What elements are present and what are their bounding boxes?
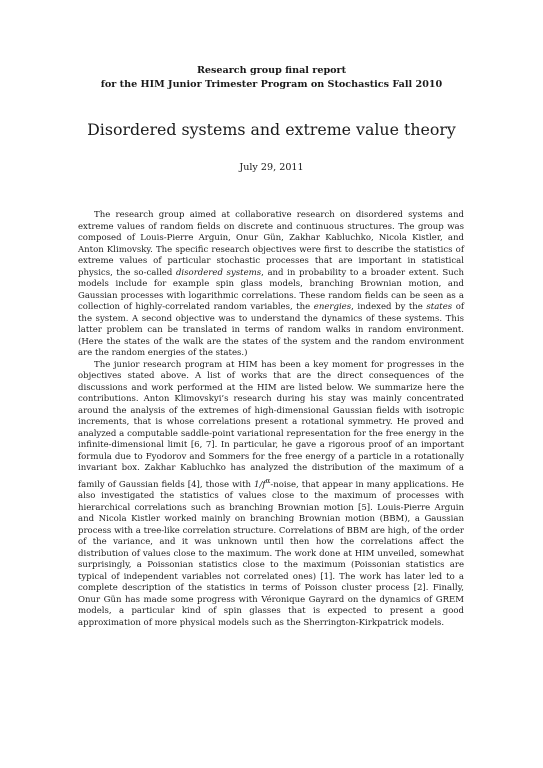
paragraph-1-text-c: , indexed by the bbox=[351, 302, 427, 313]
paragraph-2 bbox=[78, 360, 464, 630]
document-title: Disordered systems and extreme value theory bbox=[87, 120, 456, 139]
emphasis-disordered-systems: disordered systems bbox=[175, 267, 262, 278]
paragraph-1-text-b: , and in probability to a broader extent. Such models include for example spin glass models, branching Brownian motion, and Gaussian processes with logarithmic correlations. These random fields can be seen as a collection of highly-correlated random variables, the bbox=[78, 267, 465, 313]
paragraph-1 bbox=[78, 210, 464, 360]
paragraph-2-text-a: The junior research program at HIM has been a key moment for progresses in the objectives stated above. A list of works that are the direct consequences of the discussions and work performed at the HIM are listed below. We summarize here the contributions. Anton Klimovskyi’s research during his stay was mainly concentrated around the analysis of the extremes of high-dimensional Gaussian fields with isotropic increments, that is whose correlations present a rotational symmetry. He proved and analyzed a computable saddle-point variational representation for the free energy in the infinite-dimensional limit [6, 7]. In particular, he gave a rigorous proof of an important formula due to Fyodorov and Sommers for the free energy of a particle in a rotationally invariant box. Zakhar Kabluchko has analyzed the distribution of the maximum of a family of Gaussian fields [4], those with bbox=[78, 359, 464, 490]
emphasis-states: states bbox=[426, 302, 453, 313]
formula-alpha-superscript: α bbox=[265, 475, 271, 485]
report-heading-line-2: for the HIM Junior Trimester Program on Stochastics Fall 2010 bbox=[100, 78, 443, 90]
paragraph-2-text-b: -noise, that appear in many applications. He also investigated the statistics of values close to the maximum of processes with hierarchical correlations such as branching Brownian motion [5]. Louis-Pierre Arguin and Nicola Kistler worked mainly on branching Brownian motion (BBM), a Gaussian process with a tree-like correlation structure. Correlations of BBM are high, of the order of the variance, and it was unknown until then how the correlations affect the distribution of values close to the maximum. The work done at HIM unveiled, somewhat surprisingly, a Poissonian statistics close to the maximum (Poissonian statistics are typical of independent variables not correlated ones) [1]. The work has later led to a complete description of the statistics in terms of Poisson cluster process [2]. Finally, Onur Gün has made some progress with Véronique Gayrard on the dynamics of GREM models, a particular kind of spin glasses that is expected to present a good approximation of more physical models such as the Sherrington-Kirkpatrick models. bbox=[78, 479, 464, 628]
paragraph-1-text-a: The research group aimed at collaborative research on disordered systems and extreme values of random fields on discrete and continuous structures. The group was composed of Louis-Pierre Arguin, Onur Gün, Zakhar Kabluchko, Nicola Kistler, and Anton Klimovsky. The specific research objectives were first to describe the statistics of extreme values of particular stochastic processes that are important in statistical physics, the so-called bbox=[78, 210, 464, 278]
report-heading-line-1: Research group final report bbox=[196, 65, 347, 76]
body-text bbox=[78, 210, 464, 629]
report-heading bbox=[0, 64, 543, 91]
paragraph-1-text-d: of the system. A second objective was to understand the dynamics of these systems. This latter problem can be translated in terms of random walks in random environment. (Here the states of the walk are the states of the system and the random environment are the random energies of the states.) bbox=[78, 302, 465, 359]
document-date: July 29, 2011 bbox=[239, 162, 304, 173]
emphasis-energies: energies bbox=[313, 302, 352, 313]
formula-one-over-f: 1/f bbox=[254, 479, 266, 490]
